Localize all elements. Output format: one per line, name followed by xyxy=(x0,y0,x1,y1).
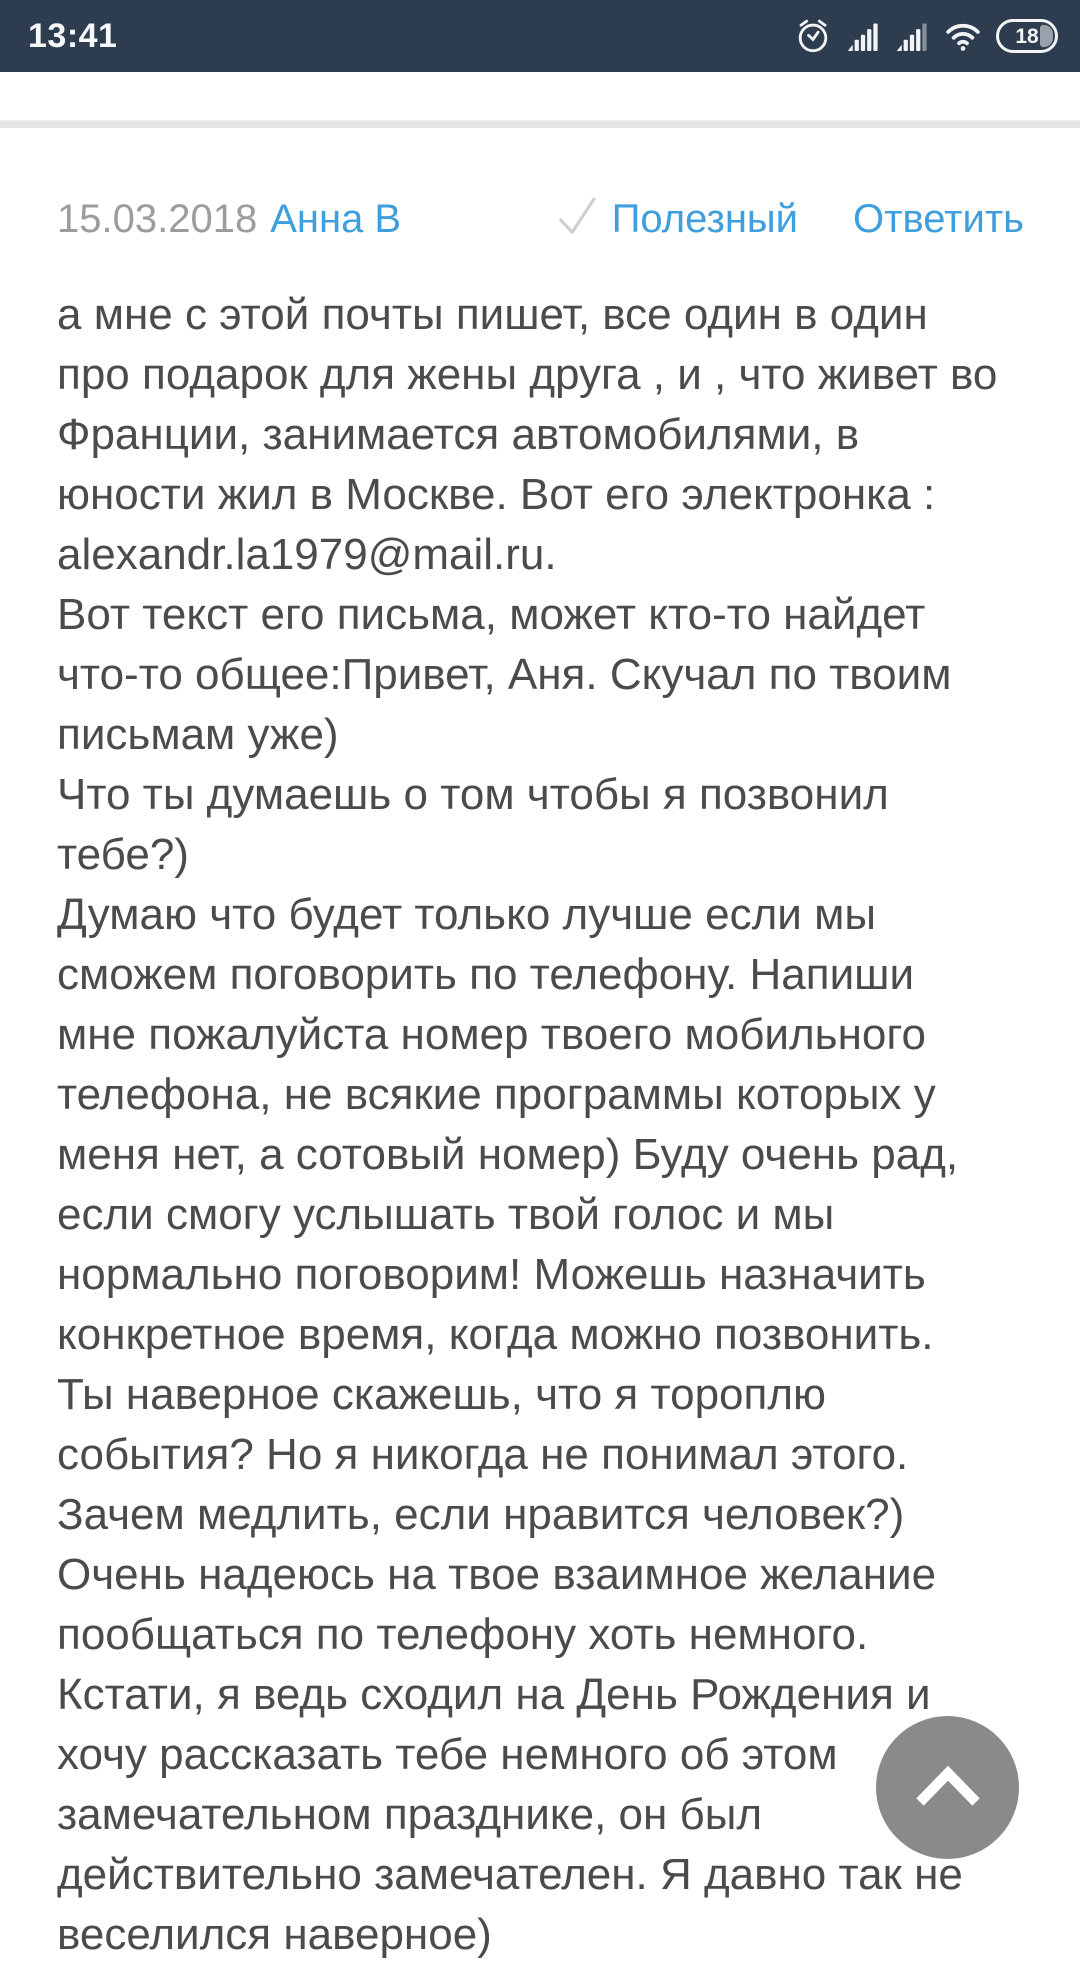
comment-author-link[interactable]: Анна В xyxy=(270,197,402,241)
cellular-signal-icon-sim1 xyxy=(847,21,881,51)
comment-text-line: события? Но я никогда не понимал этого. xyxy=(57,1430,909,1479)
status-time: 13:41 xyxy=(28,16,118,55)
comment-text-line: Франции, занимается автомобилями, в xyxy=(57,410,860,459)
comment-text-line: телефона, не всякие программы которых у xyxy=(57,1070,936,1119)
comment-text-line: что-то общее:Привет, Аня. Скучал по твоим xyxy=(57,650,952,699)
comment-text-line: конкретное время, когда можно позвонить. xyxy=(57,1310,934,1359)
status-icons xyxy=(794,17,1058,55)
comment-date: 15.03.2018 xyxy=(57,197,258,241)
comment-text-line: меня нет, а сотовый номер) Буду очень рад, xyxy=(57,1130,959,1179)
comment-text-line: хочу рассказать тебе немного об этом xyxy=(57,1730,838,1779)
battery-fill-level xyxy=(1040,25,1053,47)
comment-text-line: а мне с этой почты пишет, все один в один xyxy=(57,290,928,339)
comment-text xyxy=(57,285,1024,1965)
cellular-signal-icon-sim2 xyxy=(896,21,930,51)
alarm-clock-icon xyxy=(794,17,832,55)
comment-header xyxy=(57,186,1024,243)
comment-text-line: пообщаться по телефону хоть немного. xyxy=(57,1610,869,1659)
comment-text-line: Зачем медлить, если нравится человек?) xyxy=(57,1490,905,1539)
comment-text-line: Думаю что будет только лучше если мы xyxy=(57,890,876,939)
comment-card xyxy=(0,186,1080,1965)
chevron-up-icon xyxy=(908,1760,988,1815)
comment-text-line: тебе?) xyxy=(57,830,189,879)
comment-text-line: Что ты думаешь о том чтобы я позвонил xyxy=(57,770,889,819)
wifi-icon xyxy=(945,20,981,52)
scroll-to-top-button[interactable] xyxy=(876,1716,1019,1859)
comment-text-line: Ты наверное скажешь, что я тороплю xyxy=(57,1370,827,1419)
battery-percent: 18 xyxy=(1015,24,1039,48)
checkmark-icon xyxy=(554,193,600,250)
battery-icon xyxy=(996,19,1058,53)
status-bar xyxy=(0,0,1080,72)
comment-text-line: сможем поговорить по телефону. Напиши xyxy=(57,950,915,999)
comment-text-line: Очень надеюсь на твое взаимное желание xyxy=(57,1550,937,1599)
comment-text-line: письмам уже) xyxy=(57,710,339,759)
comment-text-line: действительно замечателен. Я давно так не xyxy=(57,1850,963,1899)
comment-text-line: alexandr.la1979@mail.ru. xyxy=(57,530,557,579)
comment-text-line: веселился наверное) xyxy=(57,1910,492,1959)
comment-text-line: нормально поговорим! Можешь назначить xyxy=(57,1250,926,1299)
comment-text-line: про подарок для жены друга , и , что живет во xyxy=(57,350,998,399)
comment-text-line: мне пожалуйста номер твоего мобильного xyxy=(57,1010,926,1059)
comment-actions xyxy=(554,186,1024,243)
comment-text-line: юности жил в Москве. Вот его электронка : xyxy=(57,470,936,519)
comment-text-line: если смогу услышать твой голос и мы xyxy=(57,1190,835,1239)
comment-text-line: замечательном празднике, он был xyxy=(57,1790,763,1839)
comment-text-line: Кстати, я ведь сходил на День Рождения и xyxy=(57,1670,931,1719)
helpful-button[interactable]: Полезный xyxy=(611,197,799,241)
comment-text-line: Вот текст его письма, может кто-то найдет xyxy=(57,590,926,639)
content-divider xyxy=(0,120,1080,128)
reply-button[interactable]: Ответить xyxy=(853,197,1024,241)
